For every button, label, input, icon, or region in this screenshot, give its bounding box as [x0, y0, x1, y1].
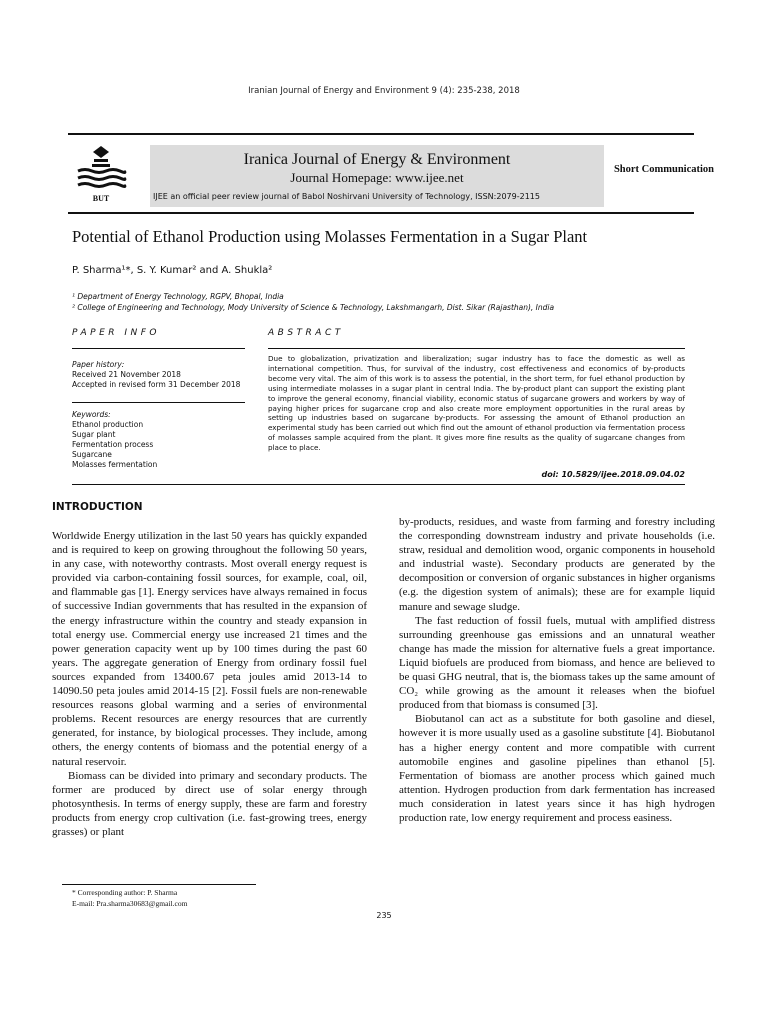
history-label: Paper history: — [72, 360, 125, 369]
journal-homepage: Journal Homepage: www.ijee.net — [290, 170, 464, 185]
keyword-item: Molasses fermentation — [72, 460, 158, 469]
page-number: 235 — [376, 911, 392, 920]
running-head: Iranian Journal of Energy and Environment 9 (4): 235-238, 2018 — [248, 86, 520, 96]
doi: doi: 10.5829/ijee.2018.09.04.02 — [541, 470, 685, 479]
affiliation-1: ¹ Department of Energy Technology, RGPV, Bhopal, India — [72, 292, 284, 301]
keyword-item: Ethanol production — [72, 420, 144, 429]
left-column — [52, 529, 367, 839]
paragraph: by-products, residues, and waste from farming and forestry including the corresponding downstream industry and private households (i.e. straw, residual and demolition wood, organic components in household and industrial waste). Secondary products are generated by the decomposition or conversion of organic substances in higher organisms (e.g. the digestion system of animals); these are for example liquid manure and sewage sludge. — [399, 516, 715, 613]
paper-info-heading: PAPER INFO — [72, 328, 161, 338]
footnote-rule — [62, 884, 256, 885]
history-rule — [72, 402, 245, 403]
paragraph: The fast reduction of fossil fuels, mutual with amplified distress surrounding greenhouse gas emissions and an unnatural weather change has made the mission for alternative fuels a great importance. Liquid biofuels are produced from biomass, and hence are believed to be quasi GHG neutral, that is, the biomass takes up the same amount of CO₂ while growing as the amount it releases when the biofuel produced from that biomass is consumed [3]. — [399, 614, 715, 712]
paper-history — [72, 360, 252, 390]
journal-note: IJEE an official peer review journal of Babol Noshirvani University of Technology, ISSN:2079-2115 — [153, 192, 540, 201]
paper-title: Potential of Ethanol Production using Molasses Fermentation in a Sugar Plant — [72, 227, 588, 246]
keyword-item: Fermentation process — [72, 440, 154, 449]
keyword-item: Sugar plant — [72, 430, 116, 439]
article-type: Short Communication — [613, 164, 715, 175]
header-top-rule — [68, 133, 694, 135]
abstract-rule — [268, 348, 685, 349]
paper-authors: P. Sharma¹*, S. Y. Kumar² and A. Shukla² — [72, 265, 273, 276]
paragraph: Biomass can be divided into primary and secondary products. The former are produced by direct use of solar energy through photosynthesis. In terms of energy supply, these are farm and forestry products from energy crop cultivation (i.e. fast-growing trees, energy grasses) or plant — [52, 769, 367, 838]
paragraph: Worldwide Energy utilization in the last 50 years has quickly expanded and is required to keep on growing throughout the following 50 years, in any case, with noteworthy contrasts. Most overall energy request is provided via carbon-containing fossil sources, for example, coal, oil, and flammable gas [1]. Energy services have always remained in focus of successive Indian governments that has resulted in the expansion of the energy infrastructure within the country and steady expansion in total energy use. Commercial energy use increased 21 times and the power generation capacity went up by 100 times during the past 60 years. The aggregate generation of Energy from ordinary fossil fuel sources expanded from 13400.67 peta joules amid 2013-14 to 14090.50 peta joules amid 2014-15 [2]. Fossil fuels are non-renewable resources reasons global warming and a series of environmental problems. Recent resources are energy resources that are currently generated, for instance, by biological processes. They include, among others, the energy contents of biomass and the potential energy of a natural reservoir. — [52, 530, 367, 768]
university-logo-icon — [70, 144, 132, 206]
keywords-block — [72, 410, 252, 470]
paragraph: Biobutanol can act as a substitute for both gasoline and diesel, however it is more usually used as a gasoline substitute [4]. Biobutanol has a higher energy content and more compatible with current automobile engines and gasoline pipelines than ethanol [5]. Fermentation of biomass are another process which gained much attention. Hydrogen production from dark fermentation has increased much consideration in latest years since it has high hydrogen production rate, low energy requirement and process easiness. — [399, 713, 715, 824]
university-logo — [70, 144, 132, 206]
header-bottom-rule — [68, 212, 694, 214]
author-email: E-mail: Pra.sharma30683@gmail.com — [72, 899, 188, 908]
paper-info-rule — [72, 348, 245, 349]
abstract-bottom-rule — [72, 484, 685, 485]
right-column — [399, 515, 715, 825]
abstract-heading: ABSTRACT — [268, 328, 344, 338]
abstract-text: Due to globalization, privatization and liberalization; sugar industry has to face the domestic as well as international competition. Thus, for survival of the industry, cost effectiveness and economics of by-products become very vital. The aim of this work is to assess the potential, in the short term, for fuel ethanol production by using intermediate molasses in a sugar plant in central India. The by-product plant can support the existing plant to improve the general economy, financial viability, economic status of sugarcane growers and workers by way of paying higher prices for sugarcane crop and also create more employment opportunities in the rural areas by setting up industries based on sugarcane by-products. For assessing the amount of Ethanol production an experimental study has been carried out which find out the amount of ethanol production via fermentation process of molasses sample acquired from the plant. It gives more fine results as the quality of sugarcane changes from place to place. — [268, 354, 685, 453]
received-date: Received 21 November 2018 — [72, 370, 181, 379]
introduction-heading: INTRODUCTION — [52, 501, 143, 513]
corresponding-author: * Corresponding author: P. Sharma — [72, 888, 178, 897]
journal-title: Iranica Journal of Energy & Environment — [243, 151, 511, 168]
accepted-date: Accepted in revised form 31 December 2018 — [72, 380, 241, 389]
affiliation-2: ² College of Engineering and Technology, Mody University of Science & Technology, Lakshmangarh, Dist. Sikar (Rajasthan), India — [72, 303, 555, 312]
keywords-label: Keywords: — [72, 410, 111, 419]
logo-label: BUT — [92, 194, 110, 203]
keyword-item: Sugarcane — [72, 450, 112, 459]
